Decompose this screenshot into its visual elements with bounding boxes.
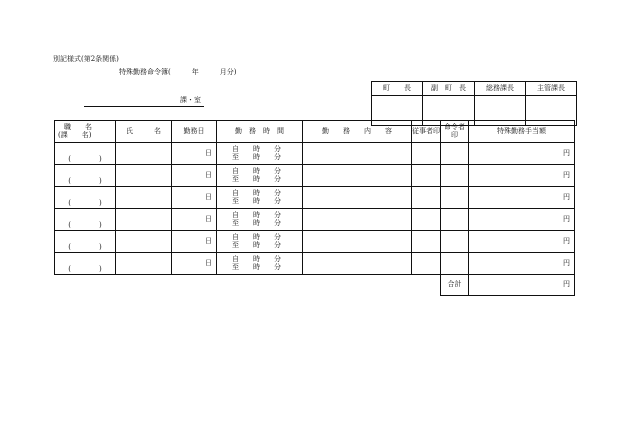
- name-cell[interactable]: [116, 231, 172, 253]
- dept-cell[interactable]: ( ): [55, 253, 116, 275]
- dept-cell[interactable]: ( ): [55, 143, 116, 165]
- table-header-row: [55, 121, 575, 143]
- time-cell[interactable]: [217, 187, 303, 209]
- header-date: 勤務日: [172, 121, 217, 143]
- dept-cell[interactable]: ( ): [55, 209, 116, 231]
- time-to: 至 時 分: [232, 218, 281, 227]
- worker-seal-cell[interactable]: [412, 253, 441, 275]
- time-from: 自 時 分: [232, 145, 281, 154]
- worker-seal-cell[interactable]: [412, 187, 441, 209]
- allowance-cell[interactable]: 円: [469, 165, 575, 187]
- order-seal-cell[interactable]: [441, 231, 469, 253]
- approval-header: 主管課長: [526, 82, 577, 96]
- time-cell[interactable]: [217, 143, 303, 165]
- table-row: [55, 165, 575, 187]
- table-row: [55, 187, 575, 209]
- time-from: 自 時 分: [232, 255, 281, 264]
- name-cell[interactable]: [116, 209, 172, 231]
- order-seal-cell[interactable]: [441, 165, 469, 187]
- dept-cell[interactable]: ( ): [55, 165, 116, 187]
- work-order-table: [54, 120, 575, 296]
- allowance-cell[interactable]: 円: [469, 231, 575, 253]
- day-cell[interactable]: 日: [172, 231, 217, 253]
- time-to: 至 時 分: [232, 196, 281, 205]
- time-to: 至 時 分: [232, 152, 281, 161]
- content-cell[interactable]: [303, 187, 412, 209]
- name-cell[interactable]: [116, 187, 172, 209]
- content-cell[interactable]: [303, 143, 412, 165]
- worker-seal-cell[interactable]: [412, 143, 441, 165]
- header-job-top: 職 名: [64, 123, 92, 132]
- approval-header: 町 長: [372, 82, 423, 96]
- worker-seal-cell[interactable]: [412, 231, 441, 253]
- day-cell[interactable]: 日: [172, 165, 217, 187]
- content-cell[interactable]: [303, 231, 412, 253]
- order-seal-cell[interactable]: [441, 187, 469, 209]
- header-hours: 勤 務 時 間: [217, 121, 303, 143]
- allowance-cell[interactable]: 円: [469, 187, 575, 209]
- total-row: [55, 275, 575, 296]
- header-order-seal: 命令者印: [441, 121, 469, 143]
- total-label: 合計: [441, 275, 469, 296]
- time-from: 自 時 分: [232, 211, 281, 220]
- approval-header: 総務課長: [475, 82, 526, 96]
- approval-header: 副 町 長: [423, 82, 475, 96]
- order-seal-cell[interactable]: [441, 209, 469, 231]
- day-cell[interactable]: 日: [172, 253, 217, 275]
- day-cell[interactable]: 日: [172, 187, 217, 209]
- day-cell[interactable]: 日: [172, 143, 217, 165]
- content-cell[interactable]: [303, 209, 412, 231]
- time-cell[interactable]: [217, 209, 303, 231]
- header-job-bottom: (課 名): [58, 130, 92, 139]
- total-amount[interactable]: 円: [469, 275, 575, 296]
- table-row: [55, 209, 575, 231]
- time-cell[interactable]: [217, 165, 303, 187]
- time-to: 至 時 分: [232, 174, 281, 183]
- day-cell[interactable]: 日: [172, 209, 217, 231]
- time-to: 至 時 分: [232, 240, 281, 249]
- order-seal-cell[interactable]: [441, 143, 469, 165]
- header-job: [55, 121, 116, 143]
- allowance-cell[interactable]: 円: [469, 253, 575, 275]
- header-worker-seal: 従事者印: [412, 121, 441, 143]
- dept-underline: [84, 106, 204, 107]
- form-label: 別記様式(第2条関係): [53, 55, 119, 63]
- dept-label: 課・室: [180, 96, 201, 104]
- allowance-cell[interactable]: 円: [469, 143, 575, 165]
- header-name: 氏 名: [116, 121, 172, 143]
- content-cell[interactable]: [303, 253, 412, 275]
- name-cell[interactable]: [116, 253, 172, 275]
- time-from: 自 時 分: [232, 189, 281, 198]
- name-cell[interactable]: [116, 143, 172, 165]
- dept-cell[interactable]: ( ): [55, 187, 116, 209]
- name-cell[interactable]: [116, 165, 172, 187]
- time-from: 自 時 分: [232, 233, 281, 242]
- time-to: 至 時 分: [232, 262, 281, 271]
- content-cell[interactable]: [303, 165, 412, 187]
- worker-seal-cell[interactable]: [412, 209, 441, 231]
- document-title: 特殊勤務命令簿( 年 月分): [119, 68, 237, 76]
- worker-seal-cell[interactable]: [412, 165, 441, 187]
- dept-cell[interactable]: ( ): [55, 231, 116, 253]
- time-from: 自 時 分: [232, 167, 281, 176]
- header-allowance: 特殊勤務手当額: [469, 121, 575, 143]
- table-row: [55, 143, 575, 165]
- approval-header-row: [372, 82, 577, 96]
- time-cell[interactable]: [217, 253, 303, 275]
- allowance-cell[interactable]: 円: [469, 209, 575, 231]
- order-seal-cell[interactable]: [441, 253, 469, 275]
- table-row: [55, 231, 575, 253]
- header-content: 勤 務 内 容: [303, 121, 412, 143]
- table-row: [55, 253, 575, 275]
- time-cell[interactable]: [217, 231, 303, 253]
